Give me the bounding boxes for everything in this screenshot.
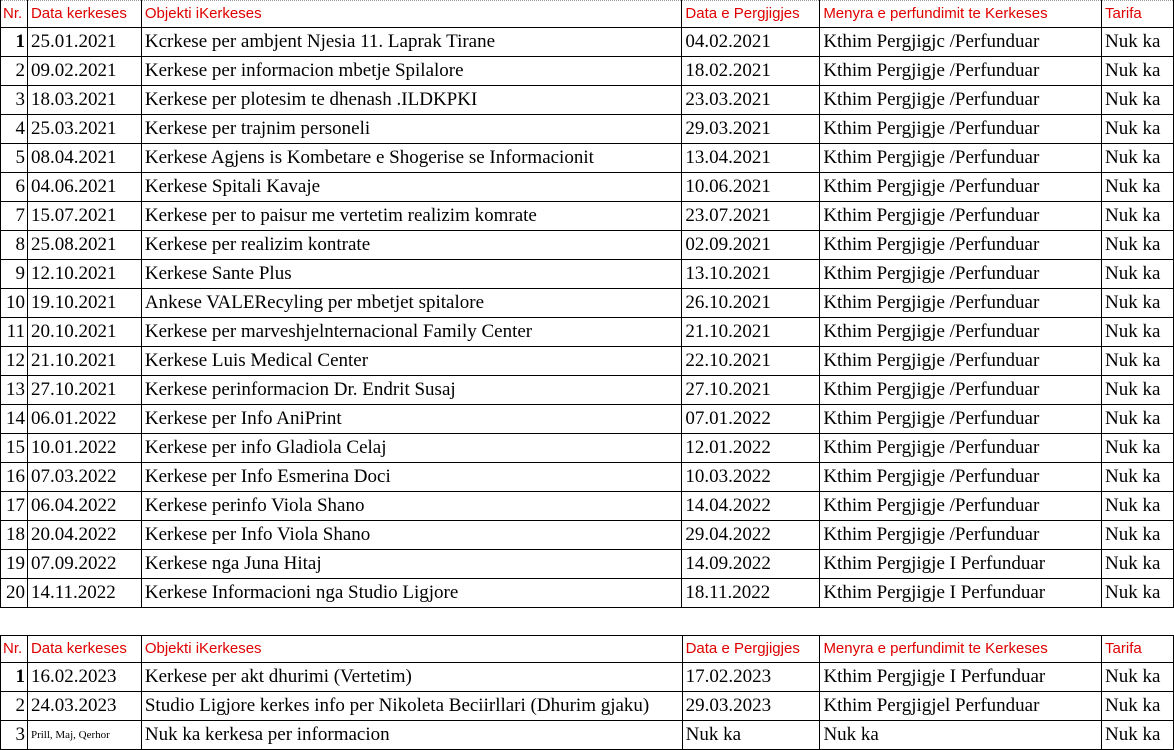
fee-cell: Nuk ka xyxy=(1102,405,1174,434)
completion-method-cell: Kthim Pergjigje /Perfunduar xyxy=(820,521,1102,550)
fee-cell: Nuk ka xyxy=(1102,347,1174,376)
response-date-cell: 26.10.2021 xyxy=(682,289,820,318)
fee-cell: Nuk ka xyxy=(1102,463,1174,492)
completion-method-cell: Kthim Pergjigje /Perfunduar xyxy=(820,347,1102,376)
table-row xyxy=(1,231,1174,260)
fee-cell: Nuk ka xyxy=(1102,550,1174,579)
completion-method-cell: Kthim Pergjigje /Perfunduar xyxy=(820,202,1102,231)
table-row xyxy=(1,521,1174,550)
request-subject-cell: Kerkese Sante Plus xyxy=(141,260,682,289)
request-subject-cell: Kerkese per info Gladiola Celaj xyxy=(141,434,682,463)
fee-cell: Nuk ka xyxy=(1102,202,1174,231)
table-row xyxy=(1,405,1174,434)
completion-method-cell: Kthim Pergjigje /Perfunduar xyxy=(820,260,1102,289)
response-date-cell: 04.02.2021 xyxy=(682,28,820,57)
fee-cell: Nuk ka xyxy=(1102,434,1174,463)
row-number-cell: 2 xyxy=(1,692,28,721)
table-row xyxy=(1,721,1174,750)
request-subject-cell: Kerkese Informacioni nga Studio Ligjore xyxy=(141,579,682,608)
request-subject-cell: Kerkese per Info AniPrint xyxy=(141,405,682,434)
table-row xyxy=(1,173,1174,202)
request-date-cell: 21.10.2021 xyxy=(27,347,141,376)
row-number-cell: 17 xyxy=(1,492,28,521)
table-header-row xyxy=(1,1,1174,28)
table-row xyxy=(1,463,1174,492)
table-row xyxy=(1,28,1174,57)
request-date-cell: 15.07.2021 xyxy=(27,202,141,231)
completion-method-cell: Kthim Pergjigje /Perfunduar xyxy=(820,492,1102,521)
header-fee: Tarifa xyxy=(1102,636,1174,663)
header-date-response: Data e Pergjigjes xyxy=(682,1,820,28)
request-subject-cell: Nuk ka kerkesa per informacion xyxy=(141,721,682,750)
response-date-cell: 29.03.2021 xyxy=(682,115,820,144)
fee-cell: Nuk ka xyxy=(1102,115,1174,144)
row-number-cell: 12 xyxy=(1,347,28,376)
completion-method-cell: Kthim Pergjigje I Perfunduar xyxy=(820,663,1102,692)
request-subject-cell: Kerkese per Info Esmerina Doci xyxy=(141,463,682,492)
fee-cell: Nuk ka xyxy=(1102,692,1174,721)
fee-cell: Nuk ka xyxy=(1102,376,1174,405)
row-number-cell: 14 xyxy=(1,405,28,434)
request-date-cell: 14.11.2022 xyxy=(27,579,141,608)
response-date-cell: 27.10.2021 xyxy=(682,376,820,405)
request-date-cell: 25.03.2021 xyxy=(27,115,141,144)
completion-method-cell: Kthim Pergjigje /Perfunduar xyxy=(820,376,1102,405)
response-date-cell: 18.11.2022 xyxy=(682,579,820,608)
header-method: Menyra e perfundimit te Kerkeses xyxy=(820,636,1102,663)
fee-cell: Nuk ka xyxy=(1102,318,1174,347)
request-subject-cell: Kerkese Luis Medical Center xyxy=(141,347,682,376)
response-date-cell: Nuk ka xyxy=(682,721,820,750)
request-date-cell: Prill, Maj, Qerhor xyxy=(27,721,141,750)
request-subject-cell: Ankese VALERecyling per mbetjet spitalore xyxy=(141,289,682,318)
request-date-cell: 20.04.2022 xyxy=(27,521,141,550)
header-fee: Tarifa xyxy=(1102,1,1174,28)
fee-cell: Nuk ka xyxy=(1102,579,1174,608)
row-number-cell: 16 xyxy=(1,463,28,492)
header-date-request: Data kerkeses xyxy=(27,636,141,663)
table-row xyxy=(1,57,1174,86)
request-date-cell: 07.09.2022 xyxy=(27,550,141,579)
response-date-cell: 13.04.2021 xyxy=(682,144,820,173)
row-number-cell: 19 xyxy=(1,550,28,579)
response-date-cell: 10.03.2022 xyxy=(682,463,820,492)
table-row xyxy=(1,260,1174,289)
request-date-cell: 06.04.2022 xyxy=(27,492,141,521)
request-date-cell: 19.10.2021 xyxy=(27,289,141,318)
fee-cell: Nuk ka xyxy=(1102,260,1174,289)
request-subject-cell: Kerkese per informacion mbetje Spilalore xyxy=(141,57,682,86)
completion-method-cell: Kthim Pergjigje /Perfunduar xyxy=(820,173,1102,202)
header-subject: Objekti iKerkeses xyxy=(141,1,682,28)
fee-cell: Nuk ka xyxy=(1102,173,1174,202)
table-row xyxy=(1,115,1174,144)
header-subject: Objekti iKerkeses xyxy=(141,636,682,663)
response-date-cell: 12.01.2022 xyxy=(682,434,820,463)
completion-method-cell: Kthim Pergjigjc /Perfunduar xyxy=(820,28,1102,57)
table-row xyxy=(1,347,1174,376)
request-date-cell: 10.01.2022 xyxy=(27,434,141,463)
response-date-cell: 23.03.2021 xyxy=(682,86,820,115)
row-number-cell: 3 xyxy=(1,86,28,115)
row-number-cell: 6 xyxy=(1,173,28,202)
response-date-cell: 29.03.2023 xyxy=(682,692,820,721)
request-date-cell: 06.01.2022 xyxy=(27,405,141,434)
request-date-cell: 20.10.2021 xyxy=(27,318,141,347)
row-number-cell: 9 xyxy=(1,260,28,289)
table-row xyxy=(1,289,1174,318)
row-number-cell: 4 xyxy=(1,115,28,144)
table-row xyxy=(1,492,1174,521)
request-subject-cell: Kerkese perinfo Viola Shano xyxy=(141,492,682,521)
response-date-cell: 14.09.2022 xyxy=(682,550,820,579)
response-date-cell: 14.04.2022 xyxy=(682,492,820,521)
fee-cell: Nuk ka xyxy=(1102,492,1174,521)
request-subject-cell: Kerkese Spitali Kavaje xyxy=(141,173,682,202)
header-nr: Nr. xyxy=(1,636,28,663)
completion-method-cell: Kthim Pergjigjel Perfunduar xyxy=(820,692,1102,721)
completion-method-cell: Kthim Pergjigje /Perfunduar xyxy=(820,434,1102,463)
response-date-cell: 29.04.2022 xyxy=(682,521,820,550)
fee-cell: Nuk ka xyxy=(1102,231,1174,260)
request-subject-cell: Kerkese Agjens is Kombetare e Shogerise se Informacionit xyxy=(141,144,682,173)
table-row xyxy=(1,663,1174,692)
request-date-cell: 04.06.2021 xyxy=(27,173,141,202)
row-number-cell: 8 xyxy=(1,231,28,260)
response-date-cell: 23.07.2021 xyxy=(682,202,820,231)
request-subject-cell: Kerkese per to paisur me vertetim realizim komrate xyxy=(141,202,682,231)
request-subject-cell: Kerkese per trajnim personeli xyxy=(141,115,682,144)
completion-method-cell: Kthim Pergjigje /Perfunduar xyxy=(820,405,1102,434)
row-number-cell: 5 xyxy=(1,144,28,173)
request-date-cell: 08.04.2021 xyxy=(27,144,141,173)
completion-method-cell: Kthim Pergjigje I Perfunduar xyxy=(820,579,1102,608)
fee-cell: Nuk ka xyxy=(1102,57,1174,86)
completion-method-cell: Kthim Pergjigje /Perfunduar xyxy=(820,57,1102,86)
response-date-cell: 07.01.2022 xyxy=(682,405,820,434)
request-subject-cell: Kerkese per realizim kontrate xyxy=(141,231,682,260)
row-number-cell: 1 xyxy=(1,663,28,692)
request-date-cell: 25.01.2021 xyxy=(27,28,141,57)
row-number-cell: 11 xyxy=(1,318,28,347)
request-date-cell: 24.03.2023 xyxy=(27,692,141,721)
table-row xyxy=(1,434,1174,463)
table-header-row xyxy=(1,636,1174,663)
table-row xyxy=(1,550,1174,579)
response-date-cell: 02.09.2021 xyxy=(682,231,820,260)
request-subject-cell: Kerkese per marveshjelnternacional Family Center xyxy=(141,318,682,347)
completion-method-cell: Kthim Pergjigje /Perfunduar xyxy=(820,144,1102,173)
fee-cell: Nuk ka xyxy=(1102,663,1174,692)
request-subject-cell: Kerkese per akt dhurimi (Vertetim) xyxy=(141,663,682,692)
response-date-cell: 17.02.2023 xyxy=(682,663,820,692)
request-date-cell: 07.03.2022 xyxy=(27,463,141,492)
row-number-cell: 20 xyxy=(1,579,28,608)
table-row xyxy=(1,318,1174,347)
response-date-cell: 10.06.2021 xyxy=(682,173,820,202)
fee-cell: Nuk ka xyxy=(1102,144,1174,173)
completion-method-cell: Kthim Pergjigje /Perfunduar xyxy=(820,318,1102,347)
row-number-cell: 13 xyxy=(1,376,28,405)
table-row xyxy=(1,202,1174,231)
requests-table-2023 xyxy=(0,635,1174,750)
fee-cell: Nuk ka xyxy=(1102,28,1174,57)
table-row xyxy=(1,144,1174,173)
completion-method-cell: Kthim Pergjigje /Perfunduar xyxy=(820,86,1102,115)
request-date-cell: 25.08.2021 xyxy=(27,231,141,260)
request-date-cell: 16.02.2023 xyxy=(27,663,141,692)
response-date-cell: 13.10.2021 xyxy=(682,260,820,289)
request-subject-cell: Kerkese perinformacion Dr. Endrit Susaj xyxy=(141,376,682,405)
row-number-cell: 7 xyxy=(1,202,28,231)
request-date-cell: 12.10.2021 xyxy=(27,260,141,289)
request-subject-cell: Kerkese nga Juna Hitaj xyxy=(141,550,682,579)
request-date-cell: 27.10.2021 xyxy=(27,376,141,405)
request-subject-cell: Kerkese per Info Viola Shano xyxy=(141,521,682,550)
header-nr: Nr. xyxy=(1,1,28,28)
completion-method-cell: Nuk ka xyxy=(820,721,1102,750)
fee-cell: Nuk ka xyxy=(1102,86,1174,115)
table-row xyxy=(1,86,1174,115)
request-subject-cell: Kcrkese per ambjent Njesia 11. Laprak Tirane xyxy=(141,28,682,57)
request-date-cell: 18.03.2021 xyxy=(27,86,141,115)
response-date-cell: 22.10.2021 xyxy=(682,347,820,376)
completion-method-cell: Kthim Pergjigje I Perfunduar xyxy=(820,550,1102,579)
row-number-cell: 15 xyxy=(1,434,28,463)
header-method: Menyra e perfundimit te Kerkeses xyxy=(820,1,1102,28)
request-subject-cell: Kerkese per plotesim te dhenash .ILDKPKI xyxy=(141,86,682,115)
response-date-cell: 21.10.2021 xyxy=(682,318,820,347)
request-subject-cell: Studio Ligjore kerkes info per Nikoleta Beciirllari (Dhurim gjaku) xyxy=(141,692,682,721)
table-row xyxy=(1,376,1174,405)
row-number-cell: 1 xyxy=(1,28,28,57)
response-date-cell: 18.02.2021 xyxy=(682,57,820,86)
row-number-cell: 2 xyxy=(1,57,28,86)
row-number-cell: 10 xyxy=(1,289,28,318)
completion-method-cell: Kthim Pergjigje /Perfunduar xyxy=(820,289,1102,318)
row-number-cell: 3 xyxy=(1,721,28,750)
header-date-response: Data e Pergjigjes xyxy=(682,636,820,663)
table-row xyxy=(1,692,1174,721)
row-number-cell: 18 xyxy=(1,521,28,550)
completion-method-cell: Kthim Pergjigje /Perfunduar xyxy=(820,115,1102,144)
table-row xyxy=(1,579,1174,608)
request-date-cell: 09.02.2021 xyxy=(27,57,141,86)
fee-cell: Nuk ka xyxy=(1102,521,1174,550)
header-date-request: Data kerkeses xyxy=(27,1,141,28)
completion-method-cell: Kthim Pergjigje /Perfunduar xyxy=(820,463,1102,492)
fee-cell: Nuk ka xyxy=(1102,721,1174,750)
completion-method-cell: Kthim Pergjigje /Perfunduar xyxy=(820,231,1102,260)
fee-cell: Nuk ka xyxy=(1102,289,1174,318)
